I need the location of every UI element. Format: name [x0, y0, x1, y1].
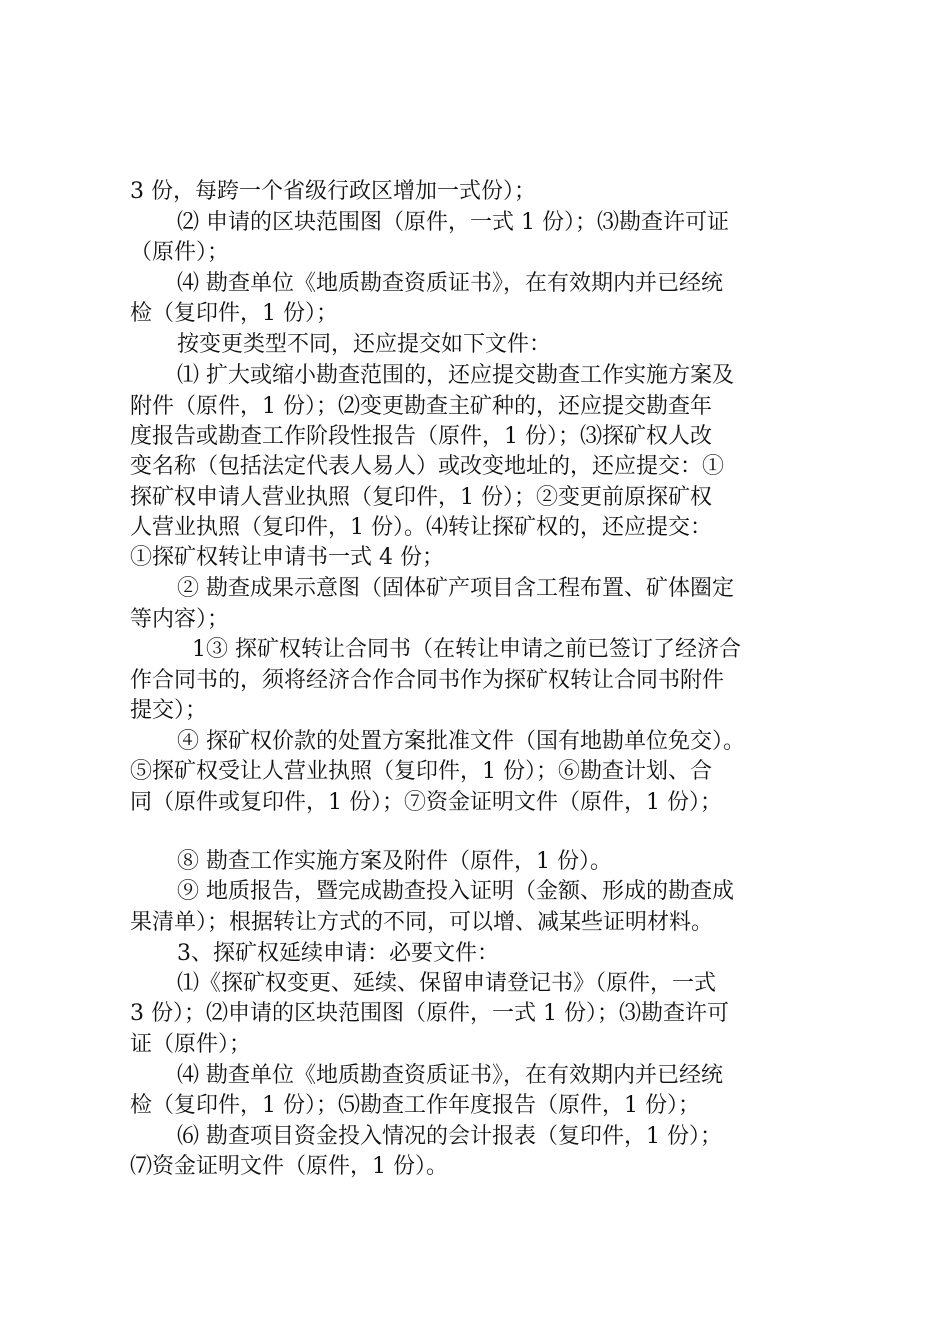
text-line: ⑨ 地质报告，暨完成勘查投入证明（金额、形成的勘查成 [177, 879, 734, 904]
text-line: 变名称（包括法定代表人易人）或改变地址的，还应提交：① [130, 454, 725, 479]
text-line: ⑵ 申请的区块范围图（原件，一式 1 份）；⑶勘查许可证 [177, 210, 729, 235]
text-line: 按变更类型不同，还应提交如下文件： [177, 332, 552, 357]
text-line: 度报告或勘查工作阶段性报告（原件，1 份）；⑶探矿权人改 [130, 424, 712, 449]
text-line: 3 份）；⑵申请的区块范围图（原件，一式 1 份）；⑶勘查许可 [130, 1001, 729, 1026]
text-line: 探矿权申请人营业执照（复印件，1 份）；②变更前原探矿权 [130, 485, 712, 510]
text-line: ⑧ 勘查工作实施方案及附件（原件，1 份）。 [177, 849, 612, 874]
text-line: 检（复印件，1 份）；⑸勘查工作年度报告（原件，1 份）； [130, 1093, 700, 1118]
text-line: 果清单）；根据转让方式的不同，可以增、减某些证明材料。 [130, 910, 714, 935]
text-line: 同（原件或复印件，1 份）；⑦资金证明文件（原件，1 份）； [130, 790, 722, 815]
text-line: 等内容）； [130, 607, 230, 632]
text-line: ⑴ 扩大或缩小勘查范围的，还应提交勘查工作实施方案及 [177, 363, 734, 388]
text-line: ⑺资金证明文件（原件，1 份）。 [130, 1154, 448, 1179]
text-line: ⑹ 勘查项目资金投入情况的会计报表（复印件，1 份）； [177, 1124, 722, 1149]
text-line: ⑤探矿权受让人营业执照（复印件，1 份）；⑥勘查计划、合 [130, 759, 712, 784]
text-line: 3、探矿权延续申请：必要文件： [177, 941, 499, 966]
text-line: 证（原件）； [130, 1032, 252, 1057]
text-line: ⑷ 勘查单位《地质勘查资质证书》，在有效期内并已经统 [177, 271, 723, 296]
text-line: 提交）； [130, 698, 208, 723]
text-line: ④ 探矿权价款的处置方案批准文件（国有地勘单位免交）。 [177, 729, 745, 754]
text-line: ② 勘查成果示意图（固体矿产项目含工程布置、矿体圈定 [177, 576, 734, 601]
text-line: 检（复印件，1 份）； [130, 301, 338, 326]
text-line: （原件）； [130, 240, 230, 265]
text-line: ⑷ 勘查单位《地质勘查资质证书》，在有效期内并已经统 [177, 1063, 723, 1088]
text-line: 3 份，每跨一个省级行政区增加一式份）； [130, 179, 536, 204]
text-line: ⑴《探矿权变更、延续、保留申请登记书》（原件，一式 [177, 971, 717, 996]
text-line: 作合同书的，须将经济合作合同书作为探矿权转让合同书附件 [130, 668, 725, 693]
text-line: 人营业执照（复印件，1 份）。⑷转让探矿权的，还应提交： [130, 515, 712, 540]
text-line: 附件（原件，1 份）；⑵变更勘查主矿种的，还应提交勘查年 [130, 394, 712, 419]
text-line: ①探矿权转让申请书一式 4 份； [130, 545, 444, 570]
text-line: 1③ 探矿权转让合同书（在转让申请之前已签订了经济合 [192, 637, 741, 662]
